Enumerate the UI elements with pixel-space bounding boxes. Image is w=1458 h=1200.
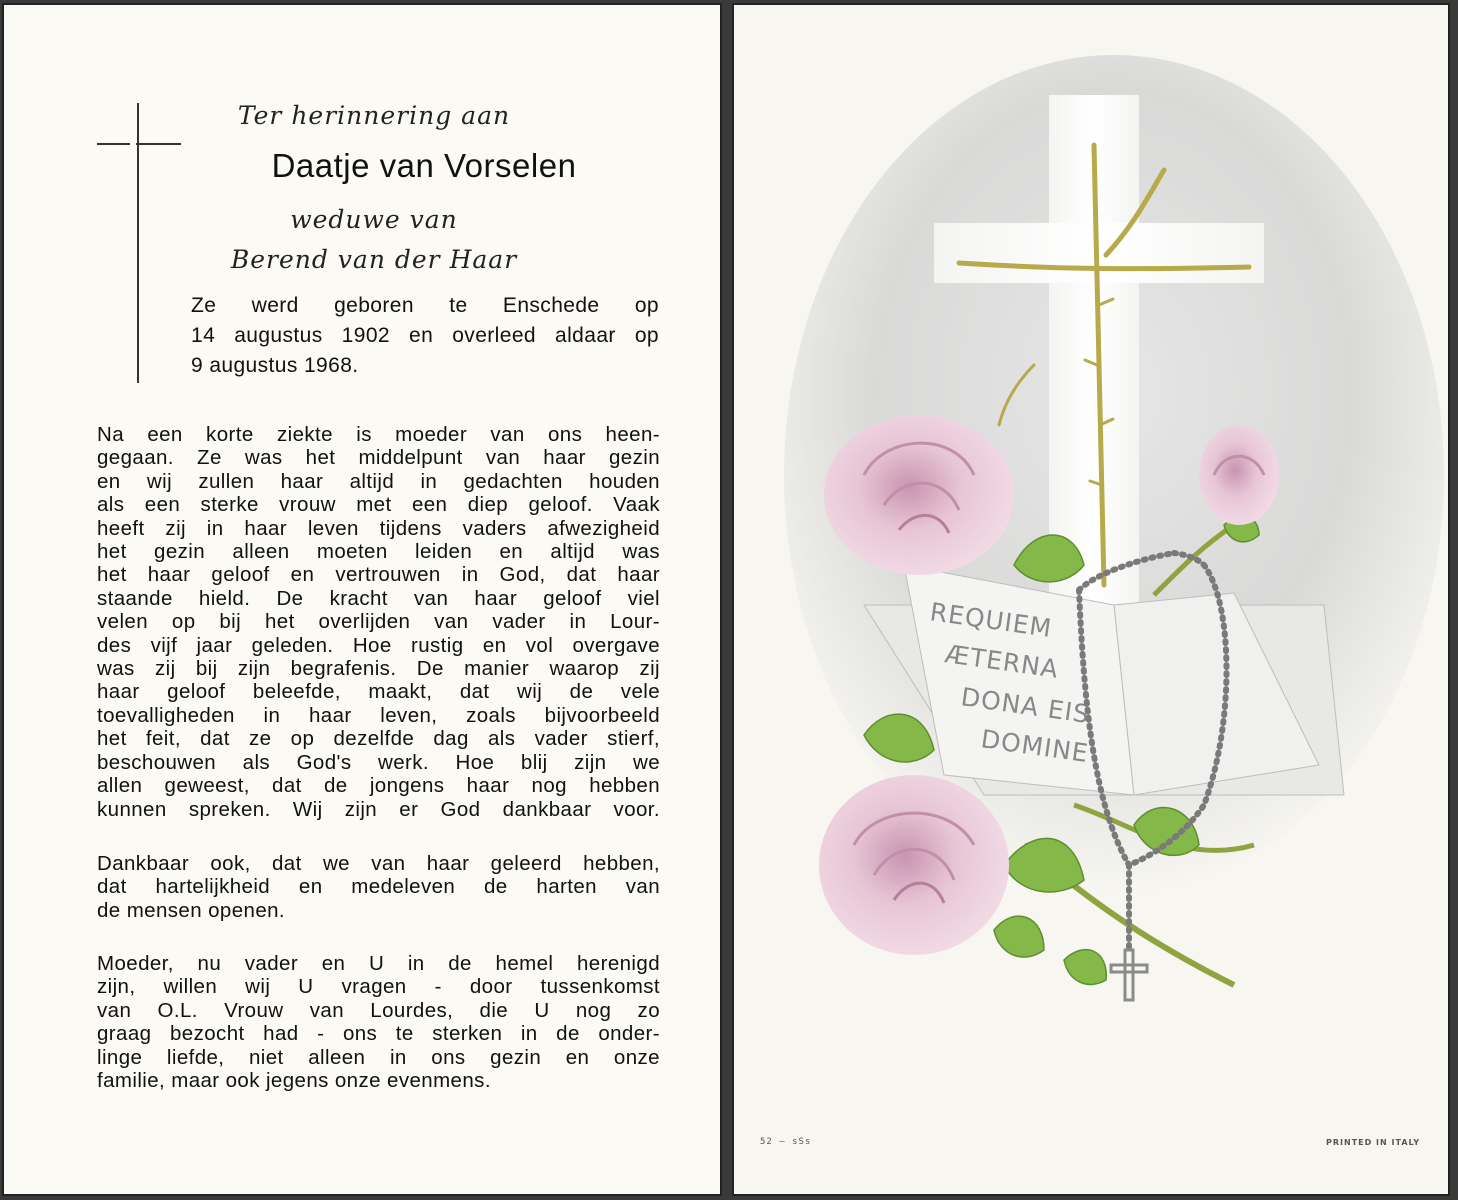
svg-text:ÆTERNA: ÆTERNA bbox=[943, 639, 1061, 684]
husband-name: Berend van der Haar bbox=[230, 245, 518, 274]
rosary-cross-icon bbox=[1111, 950, 1147, 1000]
cross-icon-bar bbox=[97, 143, 181, 145]
printed-in-label: PRINTED IN ITALY bbox=[1326, 1138, 1421, 1147]
widow-of-line: weduwe van bbox=[290, 205, 458, 234]
rose-top-left bbox=[824, 415, 1014, 575]
memorial-image-card bbox=[732, 3, 1450, 1196]
memorial-paragraph-1: Na een korte ziekte is moeder van ons heen- gegaan. Ze was het middelpunt van haar gezin en wij zullen haar altijd in gedachten houden als een sterke vrouw met een diep geloof. Vaak heeft zij in haar leven tijdens vaders afwezigheid het gezin alleen moeten leiden en altijd was het haar geloof en vertrouwen in God, dat haar staande hield. De kracht van haar geloof viel velen op bij het overlijden van vader in Lour- des vijf jaar geleden. Hoe rustig en vol overgave was zij bij zijn begrafenis. De manier waarop zij haar geloof beleefde, maakt, dat wij de vele toevalligheden in haar leven, zoals bijvoorbeeld het feit, dat ze op dezelfde dag als vader stierf, beschouwen als God's werk. Hoe blij zijn we allen geweest, dat de jongens haar nog hebben kunnen spreken. Wij zijn er God dankbaar voor. bbox=[97, 423, 660, 821]
cross-icon bbox=[137, 103, 139, 383]
memorial-text-card bbox=[2, 3, 722, 1196]
birth-death-paragraph: Ze werd geboren te Enschede op 14 augustus 1902 en overleed aldaar op 9 augustus 1968. bbox=[191, 294, 659, 377]
memorial-paragraph-2: Dankbaar ook, dat we van haar geleerd hebben, dat hartelijkheid en medeleven de harten van de mensen openen. bbox=[97, 852, 660, 922]
svg-text:DOMINE: DOMINE bbox=[979, 724, 1091, 769]
deceased-name: Daatje van Vorselen bbox=[271, 147, 577, 184]
memorial-paragraph-3: Moeder, nu vader en U in de hemel herenigd zijn, willen wij U vragen - door tussenkomst van O.L. Vrouw van Lourdes, die U nog zo graag bezocht had - ons te sterken in de onder- linge liefde, niet alleen in ons gezin en onze familie, maar ook jegens onze evenmens. bbox=[97, 952, 660, 1093]
rose-bottom-left bbox=[819, 775, 1009, 955]
svg-text:REQUIEM: REQUIEM bbox=[928, 597, 1054, 644]
print-code: 52 — sSs bbox=[760, 1137, 812, 1147]
requiem-illustration bbox=[734, 5, 1448, 1194]
rose-bud-right bbox=[1199, 425, 1279, 525]
intro-line: Ter herinnering aan bbox=[237, 101, 511, 130]
svg-text:DONA EIS: DONA EIS bbox=[959, 682, 1092, 729]
